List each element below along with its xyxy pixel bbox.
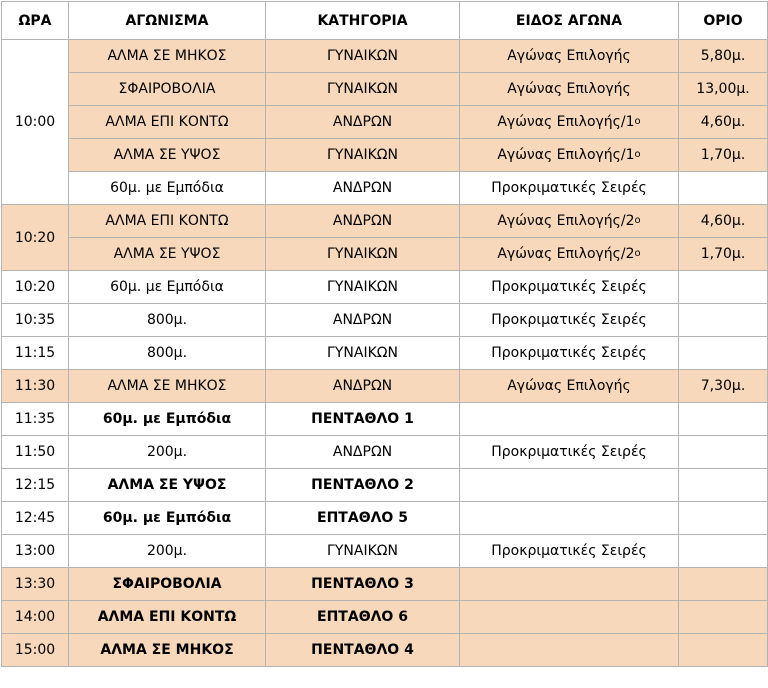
table-row [2,337,768,370]
event-cell: 60μ. με Εμπόδια [69,403,266,436]
type-cell [460,502,679,535]
type-cell [460,568,679,601]
table-row [2,172,768,205]
table-row [2,205,768,238]
table-row [2,469,768,502]
time-cell: 11:35 [2,403,69,436]
event-cell: ΑΛΜΑ ΕΠΙ ΚΟΝΤΩ [69,205,266,238]
time-cell: 13:00 [2,535,69,568]
header-category: ΚΑΤΗΓΟΡΙΑ [266,2,460,40]
event-cell: ΑΛΜΑ ΕΠΙ ΚΟΝΤΩ [69,601,266,634]
limit-cell [679,568,768,601]
limit-cell: 7,30μ. [679,370,768,403]
table-row [2,106,768,139]
limit-cell [679,469,768,502]
category-cell: ΑΝΔΡΩΝ [266,436,460,469]
table-row [2,535,768,568]
time-cell: 11:50 [2,436,69,469]
type-text: Αγώνας Επιλογής/1 [497,114,635,130]
table-row [2,238,768,271]
table-row [2,601,768,634]
table-row [2,139,768,172]
time-cell: 10:20 [2,271,69,304]
event-cell: 60μ. με Εμπόδια [69,172,266,205]
limit-cell [679,502,768,535]
type-ordinal: ο [634,248,641,259]
limit-cell [679,337,768,370]
time-cell: 10:20 [2,205,69,271]
category-cell: ΓΥΝΑΙΚΩΝ [266,40,460,73]
type-cell [460,205,679,238]
type-cell [460,238,679,271]
limit-cell [679,634,768,667]
type-cell: Προκριματικές Σειρές [460,304,679,337]
limit-cell: 1,70μ. [679,238,768,271]
event-cell: 200μ. [69,436,266,469]
event-cell: ΑΛΜΑ ΣΕ ΜΗΚΟΣ [69,634,266,667]
time-cell: 14:00 [2,601,69,634]
table-row [2,40,768,73]
type-cell: Προκριματικές Σειρές [460,535,679,568]
time-cell: 10:00 [2,40,69,205]
table-row [2,634,768,667]
type-cell [460,601,679,634]
event-cell: ΑΛΜΑ ΣΕ ΥΨΟΣ [69,469,266,502]
category-cell: ΕΠΤΑΘΛΟ 5 [266,502,460,535]
event-cell: ΑΛΜΑ ΣΕ ΜΗΚΟΣ [69,40,266,73]
table-row [2,73,768,106]
category-cell: ΑΝΔΡΩΝ [266,205,460,238]
category-cell: ΠΕΝΤΑΘΛΟ 4 [266,634,460,667]
time-cell: 11:15 [2,337,69,370]
type-cell: Αγώνας Επιλογής [460,370,679,403]
event-cell: 800μ. [69,304,266,337]
table-row [2,568,768,601]
header-row [2,2,768,40]
limit-cell: 13,00μ. [679,73,768,106]
event-cell: 60μ. με Εμπόδια [69,502,266,535]
category-cell: ΑΝΔΡΩΝ [266,370,460,403]
time-cell: 10:35 [2,304,69,337]
type-cell [460,469,679,502]
limit-cell [679,172,768,205]
category-cell: ΕΠΤΑΘΛΟ 6 [266,601,460,634]
table-row [2,370,768,403]
time-cell: 12:45 [2,502,69,535]
limit-cell [679,304,768,337]
category-cell: ΓΥΝΑΙΚΩΝ [266,73,460,106]
type-cell: Προκριματικές Σειρές [460,436,679,469]
type-cell [460,106,679,139]
type-cell: Προκριματικές Σειρές [460,337,679,370]
category-cell: ΠΕΝΤΑΘΛΟ 3 [266,568,460,601]
header-time: ΩΡΑ [2,2,69,40]
event-cell: ΣΦΑΙΡΟΒΟΛΙΑ [69,568,266,601]
event-cell: ΑΛΜΑ ΕΠΙ ΚΟΝΤΩ [69,106,266,139]
limit-cell: 4,60μ. [679,106,768,139]
limit-cell [679,535,768,568]
type-ordinal: ο [634,215,641,226]
limit-cell: 4,60μ. [679,205,768,238]
event-cell: ΑΛΜΑ ΣΕ ΥΨΟΣ [69,139,266,172]
category-cell: ΠΕΝΤΑΘΛΟ 1 [266,403,460,436]
category-cell: ΑΝΔΡΩΝ [266,106,460,139]
event-cell: 60μ. με Εμπόδια [69,271,266,304]
type-cell [460,403,679,436]
category-cell: ΓΥΝΑΙΚΩΝ [266,337,460,370]
type-cell: Προκριματικές Σειρές [460,172,679,205]
table-row [2,436,768,469]
type-cell [460,139,679,172]
header-type: ΕΙΔΟΣ ΑΓΩΝΑ [460,2,679,40]
category-cell: ΑΝΔΡΩΝ [266,304,460,337]
time-cell: 11:30 [2,370,69,403]
event-cell: ΑΛΜΑ ΣΕ ΥΨΟΣ [69,238,266,271]
limit-cell: 5,80μ. [679,40,768,73]
header-limit: ΟΡΙΟ [679,2,768,40]
event-cell: 200μ. [69,535,266,568]
category-cell: ΓΥΝΑΙΚΩΝ [266,535,460,568]
type-text: Αγώνας Επιλογής/2 [497,213,635,229]
table-row [2,403,768,436]
table-row [2,502,768,535]
limit-cell [679,403,768,436]
category-cell: ΓΥΝΑΙΚΩΝ [266,238,460,271]
type-cell: Προκριματικές Σειρές [460,271,679,304]
type-text: Αγώνας Επιλογής/1 [497,147,635,163]
category-cell: ΓΥΝΑΙΚΩΝ [266,139,460,172]
event-cell: ΣΦΑΙΡΟΒΟΛΙΑ [69,73,266,106]
event-cell: 800μ. [69,337,266,370]
type-cell: Αγώνας Επιλογής [460,73,679,106]
category-cell: ΓΥΝΑΙΚΩΝ [266,271,460,304]
type-cell: Αγώνας Επιλογής [460,40,679,73]
type-ordinal: ο [634,149,641,160]
table-row [2,271,768,304]
category-cell: ΠΕΝΤΑΘΛΟ 2 [266,469,460,502]
header-event: ΑΓΩΝΙΣΜΑ [69,2,266,40]
time-cell: 13:30 [2,568,69,601]
event-cell: ΑΛΜΑ ΣΕ ΜΗΚΟΣ [69,370,266,403]
limit-cell [679,271,768,304]
schedule-table [1,1,768,667]
limit-cell [679,601,768,634]
limit-cell: 1,70μ. [679,139,768,172]
time-cell: 12:15 [2,469,69,502]
limit-cell [679,436,768,469]
category-cell: ΑΝΔΡΩΝ [266,172,460,205]
table-row [2,304,768,337]
time-cell: 15:00 [2,634,69,667]
type-cell [460,634,679,667]
type-ordinal: ο [634,116,641,127]
type-text: Αγώνας Επιλογής/2 [497,246,635,262]
